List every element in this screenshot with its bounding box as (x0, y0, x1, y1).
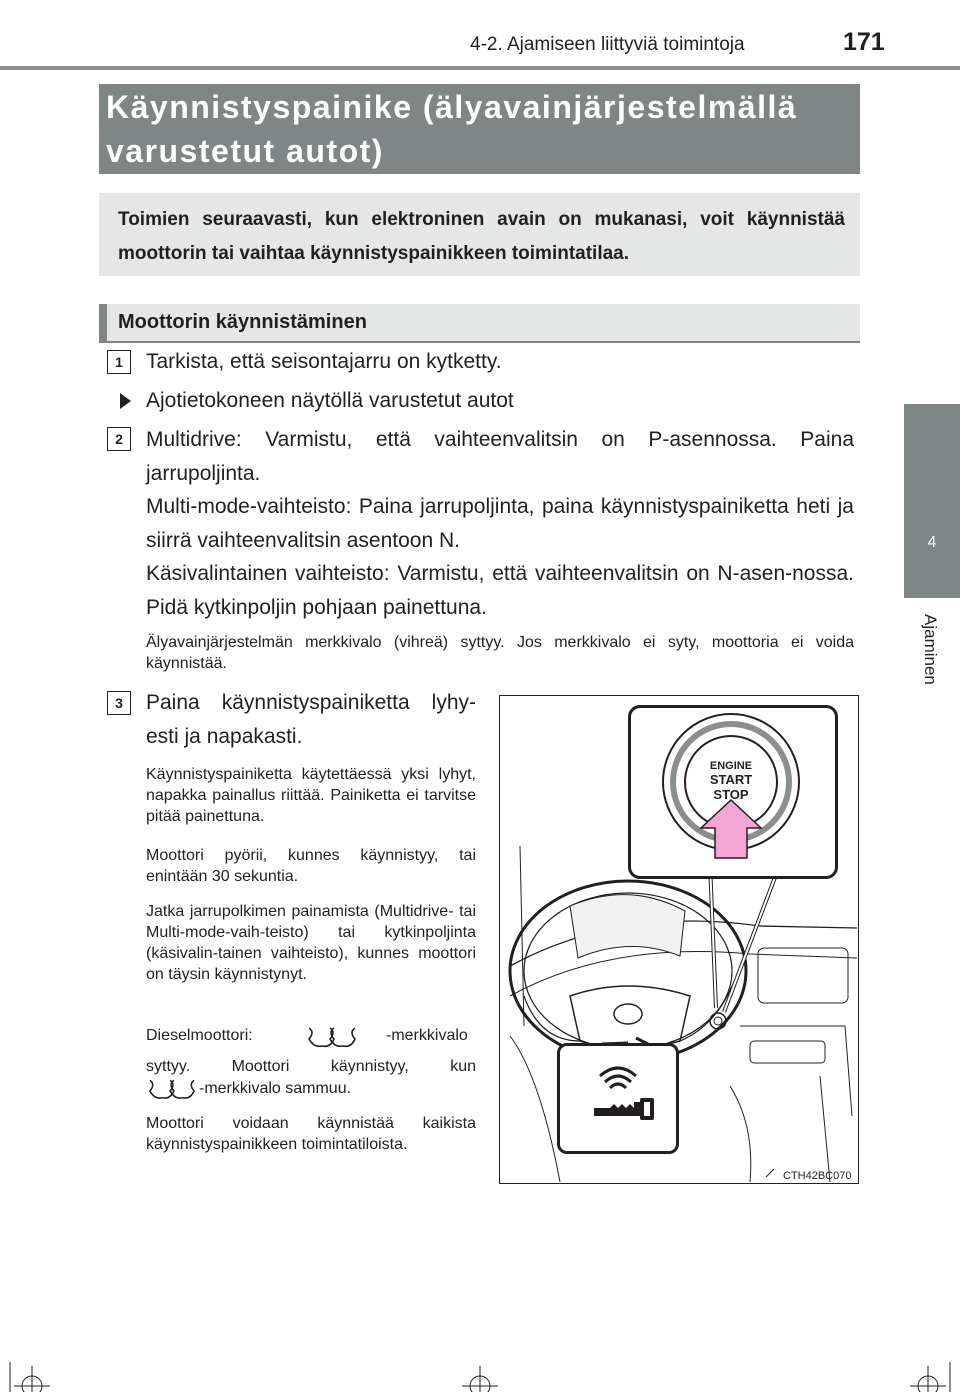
step-2-manual: Käsivalintainen vaihteisto: Varmistu, että vaihteenvalitsin on N-asen-nossa. Pidä kytkinpoljin pohjaan painettuna. (146, 562, 854, 619)
glow-plug-indicator-icon (305, 1026, 359, 1050)
step-1-text: Tarkista, että seisontajarru on kytketty. (146, 350, 502, 373)
step-3-text: Paina käynnistyspainiketta lyhy-esti ja napakasti. (146, 691, 476, 748)
step-2-note: Älyavainjärjestelmän merkkivalo (vihreä) syttyy. Jos merkkivalo ei syty, moottoria ei voida käynnistää. (146, 634, 854, 672)
subsection-rule (99, 341, 860, 343)
subsection-accent (99, 304, 107, 342)
start-button-callout (628, 705, 838, 879)
diesel-line-2: syttyy. Moottori käynnistyy, kun (146, 1058, 476, 1075)
step-3-note-3: Jatka jarrupolkimen painamista (Multidrive- tai Multi-mode-vaih-teisto) tai kytkinpoljinta (käsivalin-tainen vaihteisto), kunnes moottori on täysin käynnistynyt. (146, 903, 476, 983)
button-label-engine: ENGINE (709, 760, 753, 772)
step-3-marker: 3 (107, 691, 131, 715)
header-rule (0, 66, 960, 70)
step-3-note-1: Käynnistyspainiketta käytettäessä yksi lyhyt, napakka painallus riittää. Painiketta ei tarvitse pitää painettuna. (146, 766, 476, 825)
smart-key-indicator-icon (560, 1046, 670, 1145)
intro-text: Toimien seuraavasti, kun elektroninen avain on mukanasi, voit käynnistää moottorin tai vaihtaa käynnistyspainikkeen toimintatilaa. (118, 209, 845, 264)
running-header: 4-2. Ajamiseen liittyviä toimintoja (470, 34, 745, 55)
chapter-tab (904, 404, 960, 598)
dashboard-figure (499, 695, 859, 1184)
diesel-label: Dieselmoottori: (146, 1027, 253, 1044)
diesel-line-3: -merkkivalo sammuu. (199, 1080, 352, 1097)
step-1-marker: 1 (107, 350, 131, 374)
diesel-indicator-suffix: -merkkivalo (386, 1027, 468, 1044)
bullet-text: Ajotietokoneen näytöllä varustetut autot (146, 389, 514, 412)
page-title: Käynnistyspainike (älyavainjärjestelmällä varustetut autot) (106, 89, 798, 169)
step-2-multimode: Multi-mode-vaihteisto: Paina jarrupoljinta, paina käynnistyspainiketta heti ja siirrä vaihteenvalitsin asentoon N. (146, 495, 854, 552)
figure-corner-mark (764, 1168, 776, 1178)
button-label-start: START (709, 772, 753, 787)
subsection-heading: Moottorin käynnistäminen (118, 311, 367, 333)
button-label-stop: STOP (713, 787, 749, 802)
figure-code: CTH42BC070 (783, 1170, 852, 1182)
bullet-triangle-icon (120, 393, 131, 409)
chapter-label: Ajaminen (921, 614, 940, 685)
page-number: 171 (843, 28, 885, 56)
step-3-note-5: Moottori voidaan käynnistää kaikista käynnistyspainikkeen toimintatiloista. (146, 1115, 476, 1153)
step-2-marker: 2 (107, 427, 131, 451)
chapter-number: 4 (927, 534, 937, 551)
step-2-text: Multidrive: Varmistu, että vaihteenvalitsin on P-asennossa. Paina jarrupoljinta. (146, 428, 854, 485)
step-3-note-2: Moottori pyörii, kunnes käynnistyy, tai enintään 30 sekuntia. (146, 847, 476, 885)
smart-key-callout (557, 1043, 679, 1154)
crop-marks (0, 1352, 960, 1392)
glow-plug-indicator-icon (146, 1078, 198, 1102)
